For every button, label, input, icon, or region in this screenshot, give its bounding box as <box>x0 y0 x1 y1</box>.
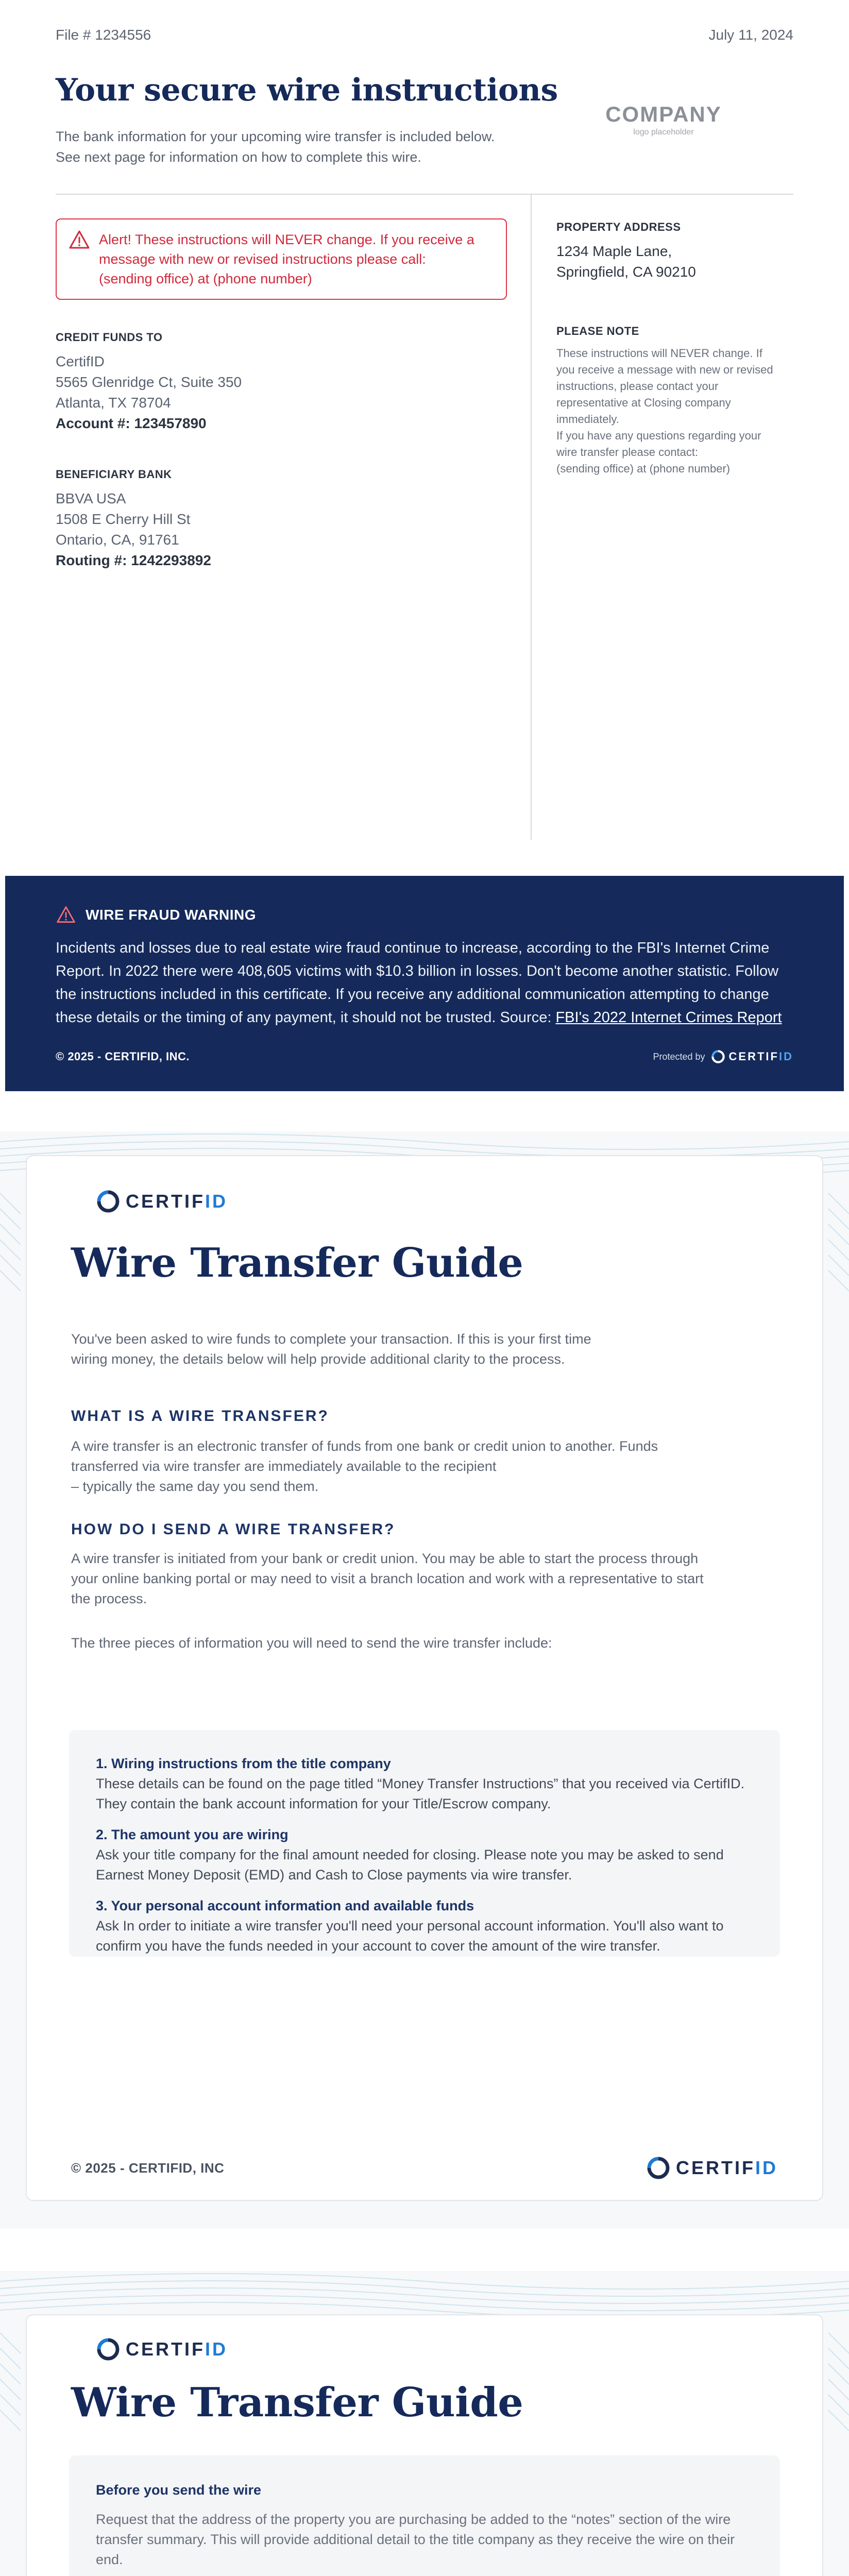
note-line: wire transfer please contact: <box>556 446 699 459</box>
credit-heading: CREDIT FUNDS TO <box>56 331 163 344</box>
certifid-mark-icon <box>711 1050 725 1063</box>
please-note-block <box>556 325 799 477</box>
alert-line: message with new or revised instructions please call: <box>99 251 426 267</box>
note-line: If you have any questions regarding your <box>556 429 761 442</box>
fraud-line-text: these details or the timing of any payment, it should not be trusted. Source: <box>56 1009 556 1026</box>
protected-by <box>653 1050 793 1063</box>
brand-main: CERTIF <box>728 1050 779 1063</box>
requirement-line: confirm you have the funds needed in your account to cover the amount of the wire transfer. <box>96 1938 660 1954</box>
body-line: the process. <box>71 1591 147 1606</box>
property-heading: PROPERTY ADDRESS <box>556 221 681 233</box>
subtitle-line: See next page for information on how to complete this wire. <box>56 149 421 165</box>
requirement-item <box>96 1896 755 1956</box>
credit-name: CertifID <box>56 353 105 369</box>
company-logo-name: COMPANY <box>605 102 722 126</box>
fbi-report-link[interactable]: FBI's 2022 Internet Crimes Report <box>555 1009 782 1026</box>
document-date: July 11, 2024 <box>708 27 793 43</box>
credit-funds-block <box>56 331 499 434</box>
requirements-box <box>69 1730 780 1957</box>
account-number: Account #: 123457890 <box>56 415 207 431</box>
page-header <box>56 27 793 43</box>
requirement-item <box>96 1754 755 1814</box>
copyright: © 2025 - CERTIFID, INC <box>71 2160 225 2176</box>
requirement-title: 1. Wiring instructions from the title company <box>96 1756 391 1771</box>
copyright: © 2025 - CERTIFID, INC. <box>56 1050 190 1063</box>
wire-instructions-page <box>0 0 849 1092</box>
note-line: immediately. <box>556 413 619 426</box>
certifid-logo <box>97 2338 228 2361</box>
fraud-line: Report. In 2022 there were 408,605 victims with $10.3 billion in losses. Don't become another statistic. Follow <box>56 963 779 979</box>
brand-main: CERTIF <box>126 2338 205 2360</box>
alert-line: (sending office) at (phone number) <box>99 271 312 286</box>
note-line: These instructions will NEVER change. If <box>556 347 762 360</box>
requirement-line: Ask In order to initiate a wire transfer you'll need your personal account information. You'll also want to <box>96 1918 724 1934</box>
certifid-mark-icon <box>97 1190 120 1213</box>
fraud-line: the instructions included in this certificate. If you receive any additional communication attempting to change <box>56 986 769 1003</box>
bank-address2: Ontario, CA, 91761 <box>56 532 179 548</box>
note-line: (sending office) at (phone number) <box>556 462 731 475</box>
body-line: transferred via wire transfer are immediately available to the recipient <box>71 1459 497 1474</box>
routing-number: Routing #: 1242293892 <box>56 552 211 568</box>
fraud-body <box>56 937 793 1029</box>
alert-line: Alert! These instructions will NEVER change. If you receive a <box>99 232 474 247</box>
body-line: A wire transfer is an electronic transfer of funds from one bank or credit union to another. Funds <box>71 1438 658 1454</box>
header-divider <box>56 194 793 195</box>
fraud-heading <box>56 905 793 925</box>
bank-heading: BENEFICIARY BANK <box>56 468 172 481</box>
wire-fraud-warning <box>5 876 844 1091</box>
fraud-line: Incidents and losses due to real estate wire fraud continue to increase, according to the FBI's Internet Crime <box>56 940 770 956</box>
note-line: representative at Closing company <box>556 396 731 409</box>
property-line2: Springfield, CA 90210 <box>556 264 696 280</box>
requirement-line: These details can be found on the page titled “Money Transfer Instructions” that you received via CertifID. <box>96 1776 745 1791</box>
box-body <box>96 2510 755 2570</box>
intro-line: wiring money, the details below will help provide additional clarity to the process. <box>71 1351 565 1367</box>
body-line: – typically the same day you send them. <box>71 1479 319 1494</box>
protected-by-text: Protected by <box>653 1051 705 1062</box>
box-line: transfer summary. This will provide additional detail to the title company as they receive the wire on their <box>96 2532 735 2547</box>
alert-text <box>99 230 494 289</box>
intro-line: You've been asked to wire funds to complete your transaction. If this is your first time <box>71 1331 591 1347</box>
brand-main: CERTIF <box>126 1191 205 1212</box>
section-heading-what: WHAT IS A WIRE TRANSFER? <box>71 1408 329 1425</box>
box-line: end. <box>96 2552 123 2567</box>
credit-address1: 5565 Glenridge Ct, Suite 350 <box>56 374 242 390</box>
note-line: you receive a message with new or revised <box>556 363 773 376</box>
brand-id: ID <box>205 2338 228 2360</box>
bank-name: BBVA USA <box>56 490 126 506</box>
certifid-mark-icon <box>97 2338 120 2361</box>
requirement-title: 3. Your personal account information and available funds <box>96 1898 474 1913</box>
guide-intro <box>71 1329 751 1369</box>
three-pieces-intro: The three pieces of information you will need to send the wire transfer include: <box>71 1635 552 1651</box>
brand-main: CERTIF <box>676 2157 755 2178</box>
column-divider <box>531 195 532 840</box>
note-text <box>556 345 799 477</box>
fraud-line <box>56 1006 793 1029</box>
page-title: Your secure wire instructions <box>56 72 558 108</box>
body-line: A wire transfer is initiated from your bank or credit union. You may be able to start the process through <box>71 1551 699 1566</box>
requirement-line: They contain the bank account information for your Title/Escrow company. <box>96 1796 551 1811</box>
wire-transfer-guide-page-2 <box>0 2271 849 2576</box>
note-line: instructions, please contact your <box>556 380 719 393</box>
company-logo-caption: logo placeholder <box>633 128 694 137</box>
section-heading-how: HOW DO I SEND A WIRE TRANSFER? <box>71 1521 396 1538</box>
guide-title: Wire Transfer Guide <box>71 1240 523 1286</box>
property-line1: 1234 Maple Lane, <box>556 243 672 259</box>
body-line: your online banking portal or may need to visit a branch location and work with a representative to start <box>71 1571 704 1586</box>
page-subtitle <box>56 126 540 167</box>
alert-box <box>56 218 507 300</box>
certifid-logo <box>647 2157 778 2179</box>
requirement-line: Ask your title company for the final amount needed for closing. Please note you may be asked to send <box>96 1847 724 1862</box>
box-heading: Before you send the wire <box>96 2482 262 2498</box>
section-body-how <box>71 1549 751 1609</box>
certifid-mark-icon <box>647 2157 670 2179</box>
requirement-line: Earnest Money Deposit (EMD) and Cash to Close payments via wire transfer. <box>96 1867 572 1883</box>
guide-footer <box>71 2157 778 2179</box>
certifid-logo <box>711 1050 793 1063</box>
fraud-heading-text: WIRE FRAUD WARNING <box>86 907 256 923</box>
certifid-logo <box>97 1190 228 1213</box>
file-number: File # 1234556 <box>56 27 151 43</box>
company-logo-placeholder <box>602 102 725 137</box>
requirement-title: 2. The amount you are wiring <box>96 1827 288 1842</box>
before-wire-item <box>96 2480 755 2570</box>
guide-card <box>26 1155 823 2201</box>
subtitle-line: The bank information for your upcoming wire transfer is included below. <box>56 129 495 144</box>
warning-icon <box>56 905 76 925</box>
brand-id: ID <box>755 2157 778 2178</box>
requirement-item <box>96 1825 755 1885</box>
warning-icon <box>68 229 91 251</box>
wire-transfer-guide-page-1 <box>0 1131 849 2229</box>
fraud-footer <box>56 1050 793 1063</box>
beneficiary-bank-block <box>56 468 499 571</box>
credit-address2: Atlanta, TX 78704 <box>56 395 171 411</box>
guide-title: Wire Transfer Guide <box>71 2379 523 2426</box>
before-after-box <box>69 2455 780 2576</box>
section-body-what <box>71 1436 751 1497</box>
bank-address1: 1508 E Cherry Hill St <box>56 511 191 527</box>
box-line: Request that the address of the property you are purchasing be added to the “notes” section of the wire <box>96 2512 731 2527</box>
brand-id: ID <box>205 1191 228 1212</box>
brand-id: ID <box>779 1050 793 1063</box>
note-heading: PLEASE NOTE <box>556 325 639 337</box>
property-address-block <box>556 221 799 282</box>
